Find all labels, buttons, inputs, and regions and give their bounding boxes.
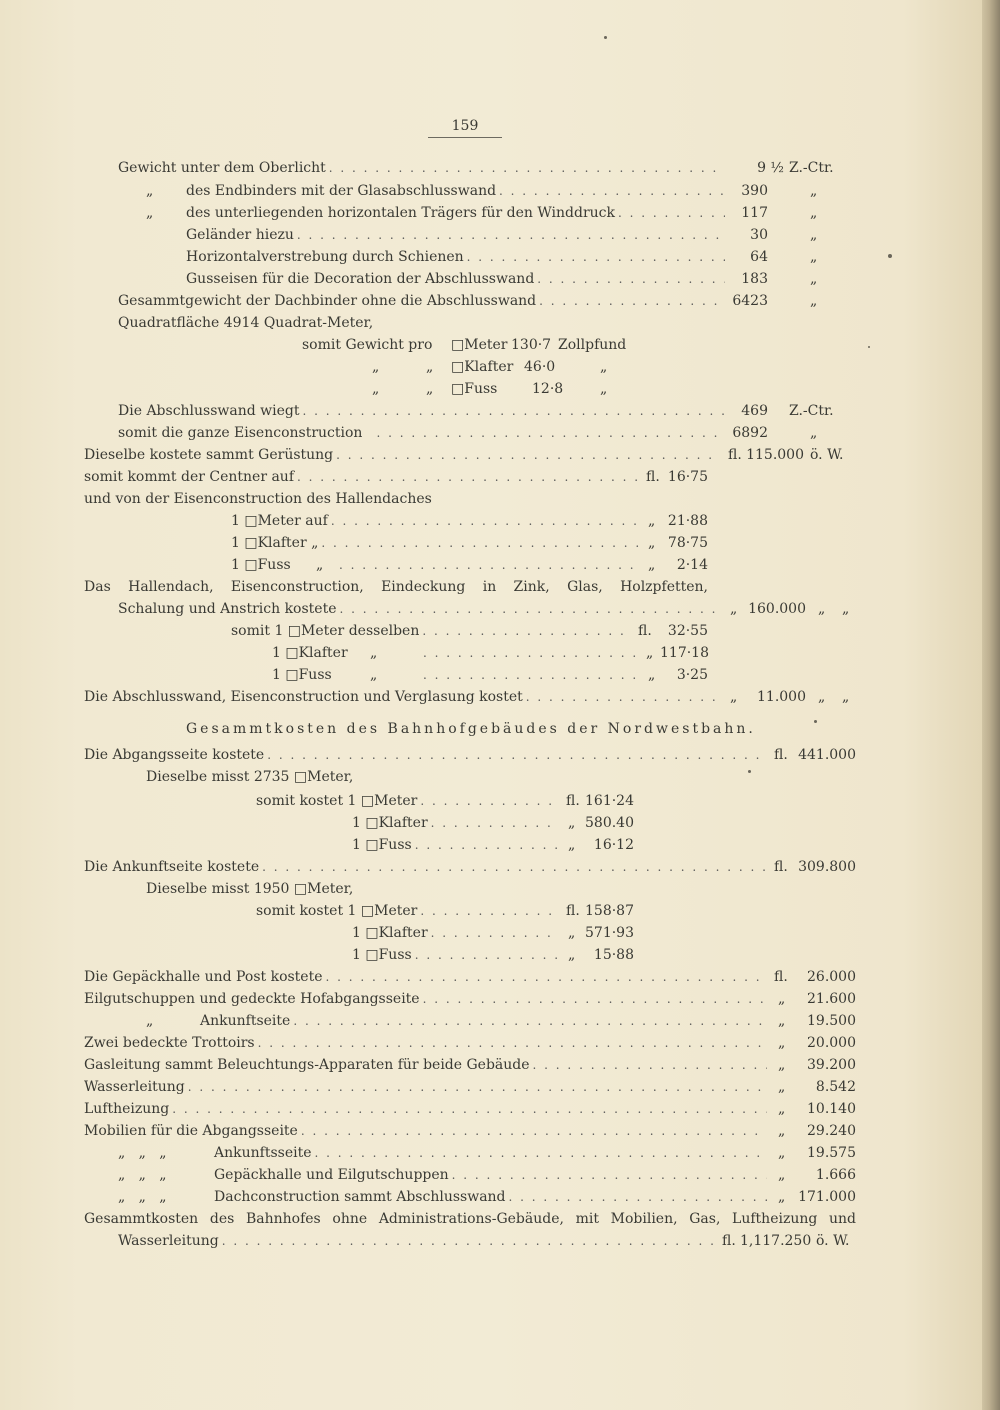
leader-dots — [499, 180, 725, 202]
departure-unit-row: 1 □Fuss . . . — [352, 834, 560, 856]
ditto-mark: „ — [568, 815, 576, 831]
cost-value: 8.542 — [815, 1079, 856, 1095]
cost-row: Zwei bedeckte Trottoirs . . . — [84, 1032, 770, 1054]
hall-unit-value: 3·25 — [676, 667, 708, 683]
ditto-mark: „ — [778, 991, 786, 1007]
cost-row: Gasleitung sammt Beleuchtungs-Apparaten für beide Gebäude . . . — [84, 1054, 770, 1076]
hall-unit-row: somit 1 □Meter desselben . . . — [231, 620, 633, 642]
leader — [420, 642, 642, 664]
weight-per-value: 12·8 — [532, 381, 564, 397]
weight-unit: Z.-Ctr. — [789, 160, 834, 176]
leader-dots — [422, 620, 630, 642]
leader-dots — [301, 1120, 767, 1142]
leader-dots — [172, 1098, 767, 1120]
ink-speck — [604, 36, 607, 39]
weight-per-value: 130·7 — [511, 337, 552, 353]
ditto-mark: „ — [730, 689, 738, 705]
weight-row: Gewicht unter dem Oberlicht . . . — [118, 157, 728, 179]
total-iron-row: somit die ganze Eisenconstruction . . . — [118, 422, 728, 444]
wall-glazing-value: 11.000 — [757, 689, 806, 705]
cost-value: 19.575 — [807, 1145, 856, 1161]
departure-row: Die Abgangsseite kostete . . . — [84, 744, 770, 766]
section-heading: Gesammtkosten des Bahnhofgebäudes der Nordwestbahn. — [186, 721, 756, 737]
arrival-area: Dieselbe misst 1950 □Meter, — [146, 881, 354, 897]
leader-dots — [258, 1032, 767, 1054]
leader-dots — [262, 856, 767, 878]
total-row: Wasserleitung . . . — [118, 1230, 718, 1252]
leader-dots — [539, 290, 725, 312]
leader-dots — [452, 1164, 767, 1186]
cost-row: Ankunftsseite . . . — [214, 1142, 770, 1164]
currency: fl. — [774, 859, 788, 875]
hall-unit-row: 1 □Klafter — [272, 645, 348, 661]
ditto-mark: „ „ „ — [118, 1167, 167, 1183]
arrival-unit-value: 15·88 — [593, 947, 634, 963]
ditto-mark: „ — [568, 925, 576, 941]
hall-roof-cost-value: 160.000 — [748, 601, 806, 617]
ditto-mark: „ — [648, 513, 656, 529]
leader-dots — [618, 202, 725, 224]
leader-dots — [222, 1230, 715, 1252]
iron-unit-row: 1 □Klafter „ . . . — [231, 532, 643, 554]
weight-per-value: 46·0 — [524, 359, 556, 375]
ditto-mark: „ — [372, 381, 380, 397]
leader-dots — [415, 944, 557, 966]
leader-dots — [326, 966, 768, 988]
cost-row: Die Gepäckhalle und Post kostete . . . — [84, 966, 770, 988]
arrival-unit-value: 158·87 — [585, 903, 634, 919]
ditto-mark: „ — [372, 359, 380, 375]
leader-dots — [336, 444, 721, 466]
leader-dots — [293, 1010, 767, 1032]
leader-dots — [315, 1142, 768, 1164]
cost-row: Wasserleitung . . . — [84, 1076, 770, 1098]
weight-per-tail: Zollpfund — [558, 337, 627, 353]
iron-unit-value: 2·14 — [676, 557, 708, 573]
currency: fl. — [566, 793, 580, 809]
ditto-mark: „ — [778, 1101, 786, 1117]
ditto-mark: „ — [818, 689, 826, 705]
scaffold-cost-unit: ö. W. — [810, 447, 844, 463]
iron-unit-row: 1 □Meter auf . . . — [231, 510, 643, 532]
ditto-mark: „ — [730, 601, 738, 617]
ditto-mark: „ „ „ — [118, 1189, 167, 1205]
leader-dots — [331, 510, 640, 532]
ditto-mark: „ — [778, 1189, 786, 1205]
arrival-unit-row: 1 □Fuss . . . — [352, 944, 560, 966]
cost-value: 20.000 — [807, 1035, 856, 1051]
leader-dots — [339, 554, 640, 576]
currency: fl. — [638, 623, 652, 639]
ditto-mark: „ — [600, 359, 608, 375]
ditto-mark: „ — [646, 645, 654, 661]
ditto-mark: „ — [648, 667, 656, 683]
total-iron-value: 6892 — [732, 425, 768, 441]
leader-dots — [420, 900, 555, 922]
ditto-mark: „ „ „ — [118, 1145, 167, 1161]
currency: fl. — [774, 969, 788, 985]
leader-dots — [297, 466, 637, 488]
ditto-mark: „ — [778, 1079, 786, 1095]
weight-row: Horizontalverstrebung durch Schienen . . . — [186, 246, 728, 268]
hall-roof-line: Das Hallendach, Eisenconstruction, Eindeckung in Zink, Glas, Holzpfetten, — [84, 579, 708, 595]
weight-unit: „ — [810, 183, 818, 199]
cost-row: Ankunftseite . . . — [200, 1010, 770, 1032]
total-value: 1,117.250 — [740, 1233, 812, 1249]
per-centner-row: somit kommt der Centner auf . . . — [84, 466, 640, 488]
ditto-mark: „ — [778, 1013, 786, 1029]
total-line: Gesammtkosten des Bahnhofes ohne Administrations-Gebäude, mit Mobilien, Gas, Luftheizung und — [84, 1211, 856, 1227]
ditto-mark: „ — [842, 689, 850, 705]
cost-value: 39.200 — [807, 1057, 856, 1073]
currency: fl. — [774, 747, 788, 763]
cost-value: 21.600 — [807, 991, 856, 1007]
departure-value: 441.000 — [798, 747, 856, 763]
ditto-mark: „ — [648, 535, 656, 551]
book-edge — [982, 0, 1000, 1410]
leader-dots — [321, 532, 640, 554]
arrival-unit-value: 571·93 — [585, 925, 634, 941]
weight-row: des unterliegenden horizontalen Trägers für den Winddruck . . . — [186, 202, 728, 224]
wall-weight-unit: Z.-Ctr. — [789, 403, 834, 419]
arrival-row: Die Ankunftseite kostete . . . — [84, 856, 770, 878]
currency: fl. — [566, 903, 580, 919]
weight-value: 390 — [741, 183, 768, 199]
leader-dots — [329, 157, 725, 179]
leader-dots — [340, 598, 724, 620]
leader-dots — [533, 1054, 767, 1076]
page-number: 159 — [428, 118, 502, 138]
ditto-mark: „ — [842, 601, 850, 617]
weight-unit: „ — [810, 293, 818, 309]
ditto-mark: „ — [146, 183, 154, 199]
ditto-mark: „ — [370, 645, 378, 661]
leader-dots — [467, 246, 725, 268]
iron-unit-value: 78·75 — [667, 535, 708, 551]
weight-unit: „ — [810, 205, 818, 221]
scaffold-cost-value: 115.000 — [746, 447, 804, 463]
weight-per-unit: □Klafter — [451, 359, 514, 375]
weight-row: Gusseisen für die Decoration der Abschlusswand . . . — [186, 268, 728, 290]
weight-unit: „ — [810, 249, 818, 265]
hall-unit-value: 32·55 — [667, 623, 708, 639]
area-line: Quadratfläche 4914 Quadrat-Meter, — [118, 315, 374, 331]
departure-unit-row: 1 □Klafter . . . — [352, 812, 560, 834]
ditto-mark: „ — [316, 557, 324, 573]
leader-dots — [423, 988, 767, 1010]
arrival-unit-row: 1 □Klafter . . . — [352, 922, 560, 944]
ditto-mark: „ — [146, 1013, 154, 1029]
weight-row: Geländer hiezu . . . — [186, 224, 728, 246]
leader-dots — [431, 812, 557, 834]
leader-dots — [420, 790, 555, 812]
weight-row: des Endbinders mit der Glasabschlusswand . . . — [186, 180, 728, 202]
ditto-mark: „ — [600, 381, 608, 397]
total-iron-unit: „ — [810, 425, 818, 441]
cost-row: Mobilien für die Abgangsseite . . . — [84, 1120, 770, 1142]
cost-row: Gepäckhalle und Eilgutschuppen . . . — [214, 1164, 770, 1186]
cost-row: Eilgutschuppen und gedeckte Hofabgangsseite . . . — [84, 988, 770, 1010]
weight-value: 64 — [750, 249, 768, 265]
hall-unit-row: 1 □Fuss — [272, 667, 332, 683]
weight-value: 6423 — [732, 293, 768, 309]
leader-dots — [526, 686, 723, 708]
hall-roof-cost-row: Schalung und Anstrich kostete . . . — [118, 598, 726, 620]
scaffold-cost-row: Dieselbe kostete sammt Gerüstung . . . — [84, 444, 724, 466]
ditto-mark: „ — [778, 1123, 786, 1139]
weight-per-unit: □Meter — [451, 337, 508, 353]
ditto-mark: „ — [778, 1035, 786, 1051]
ditto-mark: „ — [778, 1057, 786, 1073]
weight-value: 9 ½ — [757, 160, 784, 176]
departure-area: Dieselbe misst 2735 □Meter, — [146, 769, 354, 785]
per-centner-value: 16·75 — [667, 469, 708, 485]
arrival-value: 309.800 — [798, 859, 856, 875]
ink-speck — [888, 254, 892, 258]
leader-dots — [423, 642, 639, 664]
cost-value: 10.140 — [807, 1101, 856, 1117]
departure-unit-value: 580.40 — [585, 815, 634, 831]
cost-value: 19.500 — [807, 1013, 856, 1029]
currency: fl. — [728, 447, 742, 463]
arrival-unit-row: somit kostet 1 □Meter . . . — [256, 900, 558, 922]
ditto-mark: „ — [568, 947, 576, 963]
currency: fl. — [722, 1233, 736, 1249]
ditto-mark: „ — [426, 359, 434, 375]
weight-value: 30 — [750, 227, 768, 243]
wall-weight-row: Die Abschlusswand wiegt . . . — [118, 400, 728, 422]
ditto-mark: „ — [146, 205, 154, 221]
weight-unit: „ — [810, 271, 818, 287]
departure-unit-value: 16·12 — [593, 837, 634, 853]
leader-dots — [188, 1076, 767, 1098]
hall-unit-value: 117·18 — [660, 645, 709, 661]
cost-row: Dachconstruction sammt Abschlusswand . . . — [214, 1186, 770, 1208]
ditto-mark: „ — [648, 557, 656, 573]
ditto-mark: „ — [818, 601, 826, 617]
ditto-mark: „ — [778, 1167, 786, 1183]
leader-dots — [303, 400, 725, 422]
ink-speck — [748, 770, 751, 773]
wall-weight-value: 469 — [741, 403, 768, 419]
weight-per-unit: □Fuss — [451, 381, 498, 397]
leader-dots — [415, 834, 557, 856]
leader-dots — [431, 922, 557, 944]
cost-value: 29.240 — [807, 1123, 856, 1139]
leader-dots — [537, 268, 725, 290]
cost-value: 171.000 — [798, 1189, 856, 1205]
cost-value: 26.000 — [807, 969, 856, 985]
departure-unit-value: 161·24 — [585, 793, 634, 809]
ditto-mark: „ — [426, 381, 434, 397]
total-unit: ö. W. — [816, 1233, 850, 1249]
leader — [420, 664, 642, 686]
wall-glazing-row: Die Abschlusswand, Eisenconstruction und Verglasung kostet . . . — [84, 686, 726, 708]
ink-speck — [814, 720, 817, 723]
ditto-mark: „ — [778, 1145, 786, 1161]
weight-unit: „ — [810, 227, 818, 243]
weight-value: 117 — [741, 205, 768, 221]
leader-dots — [509, 1186, 767, 1208]
leader-dots — [376, 422, 725, 444]
leader-dots — [297, 224, 725, 246]
iron-unit-row: 1 □Fuss — [231, 557, 291, 573]
weight-row: Gesammtgewicht der Dachbinder ohne die Abschlusswand . . . — [118, 290, 728, 312]
weight-per-label: somit Gewicht pro — [302, 337, 433, 353]
cost-value: 1.666 — [815, 1167, 856, 1183]
leader-dots — [267, 744, 767, 766]
departure-unit-row: somit kostet 1 □Meter . . . — [256, 790, 558, 812]
cost-row: Luftheizung . . . — [84, 1098, 770, 1120]
ditto-mark: „ — [568, 837, 576, 853]
leader-dots — [423, 664, 639, 686]
iron-unit-value: 21·88 — [667, 513, 708, 529]
ink-speck — [868, 346, 870, 348]
iron-hall-line: und von der Eisenconstruction des Hallendaches — [84, 491, 432, 507]
ditto-mark: „ — [370, 667, 378, 683]
currency: fl. — [646, 469, 660, 485]
leader — [336, 554, 643, 576]
weight-value: 183 — [741, 271, 768, 287]
